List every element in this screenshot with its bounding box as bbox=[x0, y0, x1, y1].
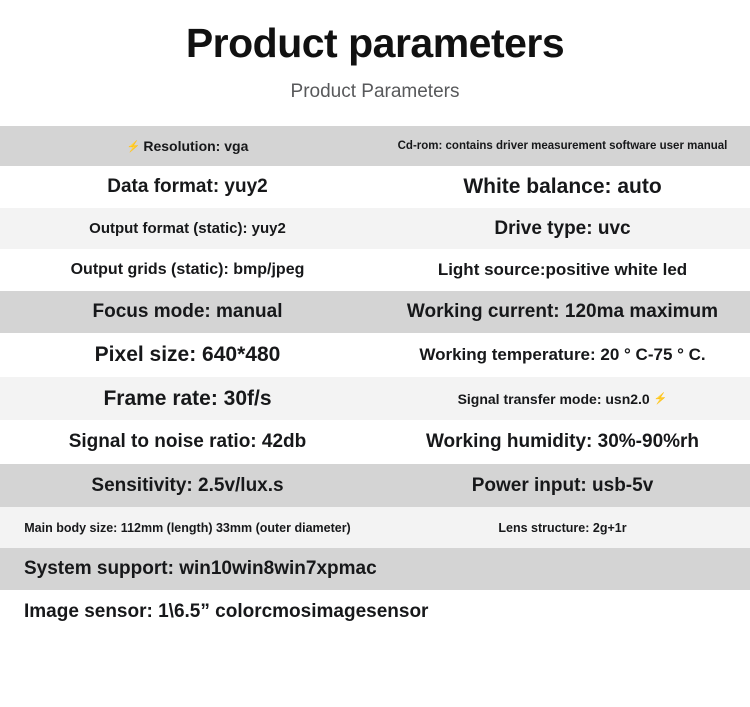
table-row bbox=[0, 420, 750, 464]
page-title: Product parameters bbox=[185, 20, 565, 66]
table-row bbox=[0, 249, 750, 291]
spec-cell bbox=[0, 220, 375, 237]
spec-text: Working humidity: 30%-90%rh bbox=[425, 431, 700, 452]
spec-cell bbox=[375, 260, 750, 280]
spec-cell bbox=[0, 558, 750, 580]
page-subtitle: Product Parameters bbox=[290, 81, 460, 102]
spec-cell bbox=[375, 345, 750, 365]
spec-text: Sensitivity: 2.5v/lux.s bbox=[91, 474, 284, 496]
spec-cell bbox=[0, 601, 750, 623]
table-row bbox=[0, 291, 750, 333]
spec-cell bbox=[0, 138, 375, 154]
spec-text: Main body size: 112mm (length) 33mm (outer diameter) bbox=[24, 520, 351, 535]
spec-text: Working temperature: 20 ° C-75 ° C. bbox=[419, 345, 706, 364]
spec-text: Pixel size: 640*480 bbox=[94, 343, 281, 366]
page-header bbox=[0, 0, 750, 104]
spec-text: Cd-rom: contains driver measurement software user manual bbox=[397, 140, 728, 152]
spec-cell bbox=[0, 475, 375, 497]
spec-cell bbox=[0, 521, 375, 535]
table-row bbox=[0, 126, 750, 166]
table-row bbox=[0, 464, 750, 507]
spec-cell bbox=[0, 261, 375, 279]
spec-text: White balance: auto bbox=[463, 175, 662, 198]
spec-text: Output format (static): yuy2 bbox=[89, 220, 286, 237]
spec-cell bbox=[375, 301, 750, 323]
spec-cell bbox=[375, 391, 750, 407]
table-row bbox=[0, 507, 750, 548]
sparkle-icon: ⚡ bbox=[126, 140, 141, 153]
spec-text: Power input: usb-5v bbox=[471, 474, 654, 496]
spec-cell bbox=[0, 301, 375, 323]
spec-text: Focus mode: manual bbox=[92, 301, 283, 322]
spec-cell bbox=[375, 140, 750, 152]
spec-text: Image sensor: 1\6.5” colorcmosimagesensor bbox=[24, 601, 429, 622]
spec-text: Resolution: vga bbox=[143, 138, 249, 154]
spec-text: Data format: yuy2 bbox=[107, 176, 268, 197]
table-row bbox=[0, 377, 750, 420]
spec-cell bbox=[375, 175, 750, 199]
spec-cell bbox=[0, 176, 375, 198]
spec-text: Lens structure: 2g+1r bbox=[498, 520, 627, 535]
spec-text: Light source:positive white led bbox=[437, 260, 688, 279]
table-row bbox=[0, 590, 750, 634]
table-row bbox=[0, 166, 750, 208]
spec-text: Working current: 120ma maximum bbox=[406, 301, 719, 322]
spec-cell bbox=[0, 343, 375, 367]
sparkle-icon: ⚡ bbox=[653, 393, 668, 405]
spec-cell bbox=[375, 218, 750, 240]
spec-text: Signal to noise ratio: 42db bbox=[68, 431, 307, 452]
specs-table bbox=[0, 126, 750, 634]
spec-text: Frame rate: 30f/s bbox=[103, 386, 272, 410]
spec-cell bbox=[375, 475, 750, 497]
table-row bbox=[0, 208, 750, 249]
table-row bbox=[0, 333, 750, 377]
spec-text: Signal transfer mode: usn2.0 bbox=[457, 390, 650, 407]
spec-cell bbox=[375, 521, 750, 535]
table-row bbox=[0, 548, 750, 590]
spec-cell bbox=[0, 431, 375, 453]
spec-text: System support: win10win8win7xpmac bbox=[24, 558, 377, 579]
spec-text: Drive type: uvc bbox=[494, 217, 631, 239]
spec-cell bbox=[0, 387, 375, 411]
spec-text: Output grids (static): bmp/jpeg bbox=[70, 261, 305, 278]
spec-cell bbox=[375, 431, 750, 453]
